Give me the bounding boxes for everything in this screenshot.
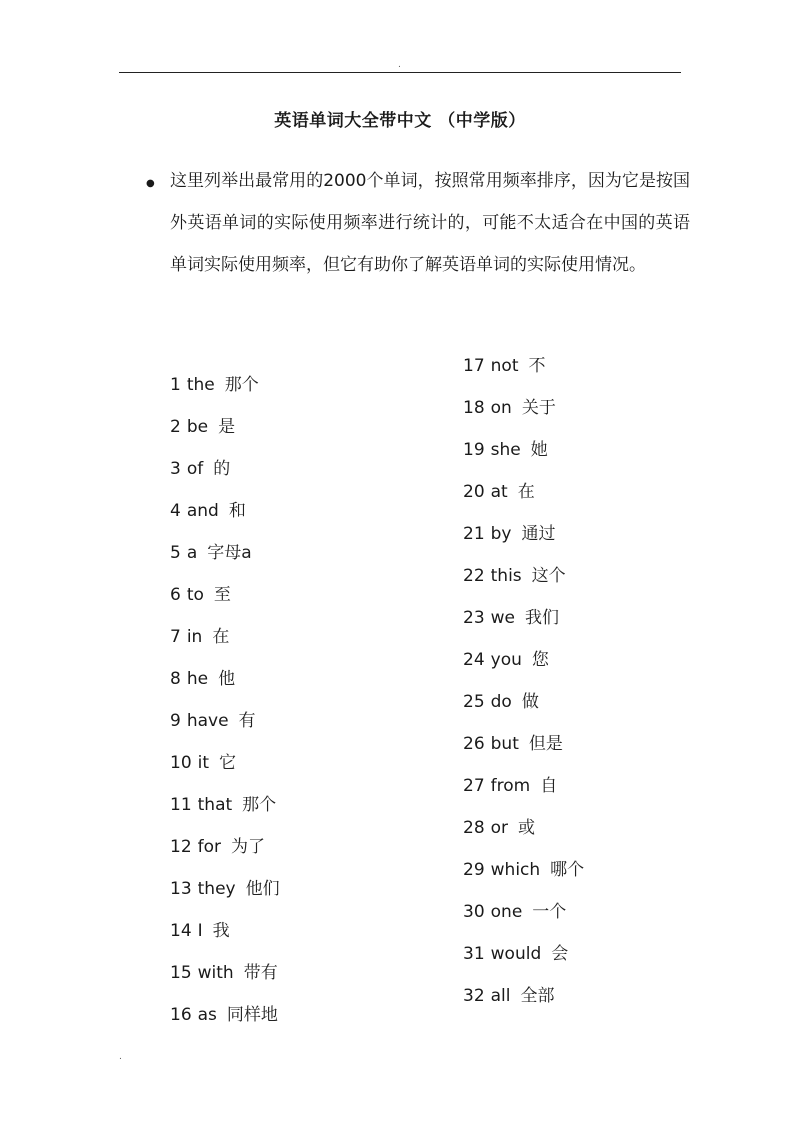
word-row: 1 the 那个 bbox=[170, 375, 259, 395]
word-row: 17 not 不 bbox=[463, 356, 546, 376]
word-row: 14 I 我 bbox=[170, 921, 230, 941]
word-row: 10 it 它 bbox=[170, 753, 237, 773]
word-row: 13 they 他们 bbox=[170, 879, 280, 899]
word-row: 24 you 您 bbox=[463, 650, 549, 670]
word-row: 18 on 关于 bbox=[463, 398, 556, 418]
word-row: 21 by 通过 bbox=[463, 524, 556, 544]
bullet-icon: ● bbox=[146, 178, 155, 189]
word-row: 11 that 那个 bbox=[170, 795, 277, 815]
word-row: 19 she 她 bbox=[463, 440, 548, 460]
word-row: 26 but 但是 bbox=[463, 734, 563, 754]
header-mark: . bbox=[398, 60, 401, 70]
word-row: 8 he 他 bbox=[170, 669, 236, 689]
word-row: 22 this 这个 bbox=[463, 566, 566, 586]
word-row: 29 which 哪个 bbox=[463, 860, 585, 880]
word-row: 27 from 自 bbox=[463, 776, 558, 796]
word-row: 7 in 在 bbox=[170, 627, 230, 647]
word-row: 32 all 全部 bbox=[463, 986, 555, 1006]
word-row: 31 would 会 bbox=[463, 944, 569, 964]
word-row: 28 or 或 bbox=[463, 818, 536, 838]
intro-paragraph: 这里列举出最常用的2000个单词，按照常用频率排序，因为它是按国外英语单词的实际使用频率进行统计的，可能不太适合在中国的英语单词实际使用频率，但它有助你了解英语单词的实际使用情况。 bbox=[170, 171, 690, 275]
word-row: 25 do 做 bbox=[463, 692, 539, 712]
word-row: 16 as 同样地 bbox=[170, 1005, 278, 1025]
header-rule bbox=[119, 72, 681, 73]
word-row: 12 for 为了 bbox=[170, 837, 266, 857]
word-row: 2 be 是 bbox=[170, 417, 236, 437]
word-row: 9 have 有 bbox=[170, 711, 256, 731]
word-row: 3 of 的 bbox=[170, 459, 231, 479]
word-row: 5 a 字母a bbox=[170, 543, 252, 563]
word-row: 30 one 一个 bbox=[463, 902, 567, 922]
footer-mark: . bbox=[119, 1052, 122, 1062]
word-row: 23 we 我们 bbox=[463, 608, 560, 628]
word-row: 20 at 在 bbox=[463, 482, 535, 502]
word-row: 6 to 至 bbox=[170, 585, 231, 605]
word-list-column-1 bbox=[170, 364, 280, 1036]
word-row: 15 with 带有 bbox=[170, 963, 278, 983]
word-row: 4 and 和 bbox=[170, 501, 246, 521]
page-title: 英语单词大全带中文 （中学版） bbox=[274, 111, 526, 131]
word-list-column-2 bbox=[463, 345, 584, 1017]
